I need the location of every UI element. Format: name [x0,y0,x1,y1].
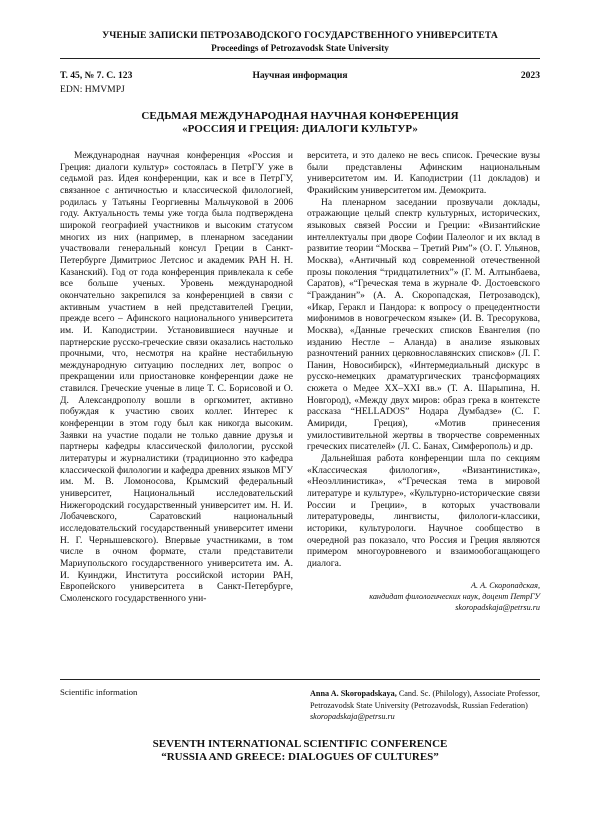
year: 2023 [520,70,540,81]
left-column [60,151,293,606]
volume-info: Т. 45, № 7. С. 123 [60,70,133,81]
article-title [60,110,540,136]
english-title-line-1: SEVENTH INTERNATIONAL SCIENTIFIC CONFERENCE [152,738,448,750]
author-signature [307,580,540,613]
signature-name: А. А. Скоропадская, [471,580,540,590]
edn-code: EDN: HMVMPJ [60,84,125,95]
right-column [307,151,540,613]
english-title-line-2: “RUSSIA AND GREECE: DIALOGUES OF CULTURES” [161,751,439,763]
article-title-line-2: «РОССИЯ И ГРЕЦИЯ: ДИАЛОГИ КУЛЬТУР» [182,123,418,135]
author-info-en [310,688,542,723]
author-name-en: Anna A. Skoropadskaya, [310,689,397,698]
header-rule [60,58,540,59]
journal-title-en: Proceedings of Petrozavodsk State University [211,43,389,53]
section-label: Научная информация [252,70,348,81]
signature-email: skoropadskaja@petrsu.ru [455,602,540,612]
plenary-paragraph: На пленарном заседании прозвучали доклады, отражающие целый спектр культурных, исторических, языковых связей России и Греции: «Византийские интеллектуалы при дворе Софии Палеолог и их вклад в развитие теории “Москва – Третий Рим”» (О. Г. Ульянов, Москва), «Античный код современной отечественной прозы поколения “тридцатилетних”» (Г. М. Алтынбаева, Саратов), «“Греческая тема в журнале Ф. Достоевского “Гражданин”» (А. А. Скоропадская, Петрозаводск), «Икар, Геракл и Пандора: к вопросу о прецедентности мифонимов в новогреческом языке» (И. В. Тресорукова, Москва), «Данные греческих списков Евангелия (по изданию Нестле – Аланда) в анализе языковых разночтений ранних церковнославянских списков» (Л. Г. Панин, Новосибирск), «Интермедиальный дискурс в русско-немецких драматургических трансформациях сюжета о Медее XX–XXI вв.» (Т. А. Шарыпина, Н. Новгород), «Между двух миров: образ грека в контексте рассказа “HELLADOS” Нодара Думбадзе» (С. Г. Амириди, Греция), «Мотив принесения умилостивительной жертвы в творчестве современных греческих писателей» (Л. С. Банах, Симферополь) и др. [307,197,540,453]
author-email-en: skoropadskaja@petrsu.ru [310,712,395,721]
continued-paragraph: верситета, и это далеко не весь список. Греческие вузы были представлены Афинским национальным университетом им. И. Каподистрии (11 докладов) и Фракийским университетом им. Демокрита. [307,151,540,196]
author-details-en: Cand. Sc. (Philology), Associate Professor, Petrozavodsk State University (Petrozavodsk, Russian Federation) [310,689,540,710]
sections-paragraph: Дальнейшая работа конференции шла по секциям «Классическая филология», «Византинистика», «Неоэллинистика», «“Греческая тема в мировой литературе и культуре», «Культурно-исторические связи России и Греции», в которых участвовали литературоведы, лингвисты, филологи-классики, историки, культурологи. Научное сообщество в очередной раз показало, что Россия и Греция являются примером многоуровневого и взаимообогащающего диалога. [307,454,540,569]
scientific-information-label: Scientific information [60,687,138,697]
intro-paragraph: Международная научная конференция «Россия и Греция: диалоги культур» состоялась в ПетрГУ уже в седьмой раз. Идея конференции, как и все в ПетрГУ, связанное с античностью и классической филологией, родилась у Татьяны Георгиевны Мальчуковой в 2006 году. Актуальность темы уже тогда была подтверждена широкой географией участников и высоким статусом многих из них (например, в пленарном заседании участвовали генеральный консул Греции в Санкт-Петербурге Димитриос Летсиос и академик РАН Н. Н. Казанский). Год от года конференция привлекала к себе все больше ученых. Уровень международной окончательно закрепился за конференцией в связи с активным участием в ней представителей Греции, прежде всего – Афинского национального университета им. И. Каподистрии. Установившиеся научные и партнерские русско-греческие связи оказались настолько прочными, что, несмотря на крайне нестабильную международную ситуацию последних лет, вопрос о прекращении или приостановке конференции даже не ставился. Греческие ученые в лице Т. С. Борисовой и О. Д. Александрополу вошли в оргкомитет, активно побуждая к участию своих коллег. Интерес к конференции в этом году был как никогда высоким. Заявки на участие подали не только давние друзья и партнеры кафедры классической филологии, русской литературы и журналистики (традиционно это кафедра классической филологии и кафедра древних языков МГУ им. М. В. Ломоносова, Крымский федеральный университет, Национальный исследовательский Нижегородский государственный университет им. Н. И. Лобачевского, Саратовский национальный исследовательский государственный университет имени Н. Г. Чернышевского). Впервые участниками, в том числе в очном формате, стали представители Мариупольского государственного университета им. А. И. Куинджи, Института российской истории РАН, Европейского университета в Санкт-Петербурге, Смоленского государственного уни- [60,151,293,604]
footer-rule [60,679,540,680]
signature-title: кандидат филологических наук, доцент ПетрГУ [369,591,540,601]
article-title-line-1: СЕДЬМАЯ МЕЖДУНАРОДНАЯ НАУЧНАЯ КОНФЕРЕНЦИЯ [141,110,459,122]
journal-title-ru: УЧЕНЫЕ ЗАПИСКИ ПЕТРОЗАВОДСКОГО ГОСУДАРСТВЕННОГО УНИВЕРСИТЕТА [102,30,498,41]
english-title [60,738,540,764]
